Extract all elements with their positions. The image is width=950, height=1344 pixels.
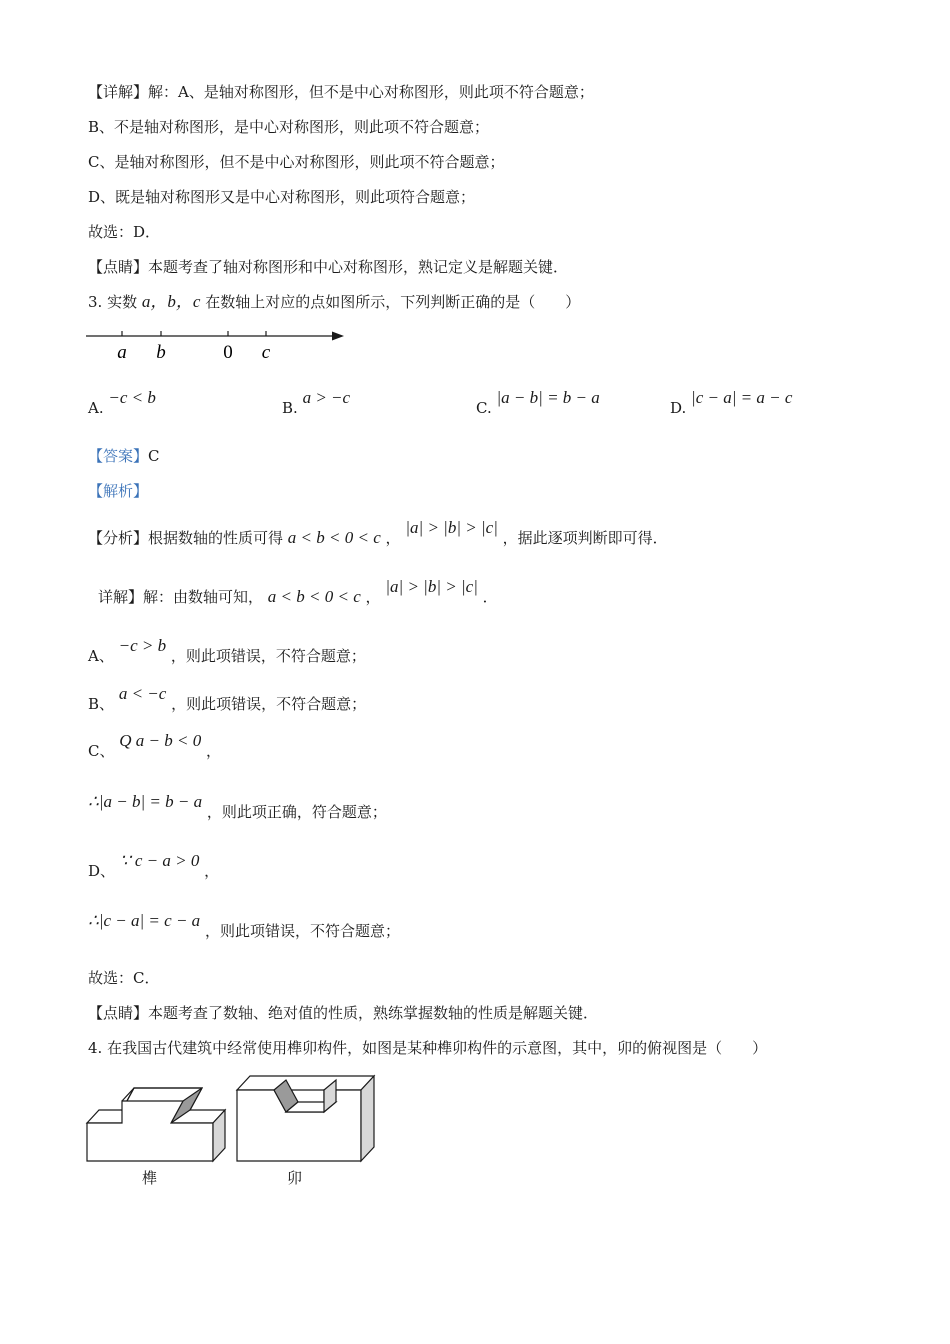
analysis-expression: a < b < 0 < c	[287, 528, 381, 547]
option-b[interactable]	[282, 388, 351, 418]
comment-line: 【点睛】本题考查了轴对称图形和中心对称图形，熟记定义是解题关键．	[88, 258, 569, 276]
solution-line: 【详解】解：A、是轴对称图形，但不是中心对称图形，则此项不符合题意；	[88, 83, 594, 101]
option-d[interactable]	[670, 388, 793, 418]
step-expression: ∴|c − a| = c − a	[88, 911, 201, 930]
option-expression: a > −c	[302, 388, 351, 407]
option-expression: −c < b	[108, 388, 156, 407]
analysis-tag: 【解析】	[88, 482, 149, 500]
solution-line: B、不是轴对称图形，是中心对称图形，则此项不符合题意；	[88, 118, 490, 136]
step-text: ，	[206, 742, 222, 760]
step-c	[88, 731, 222, 761]
analysis-text: ，据此逐项判断即可得．	[502, 529, 668, 547]
detail-separator: ，	[365, 588, 381, 606]
question-stem: 4. 在我国古代建筑中经常使用榫卯构件，如图是某种榫卯构件的示意图，其中，卯的俯视图是（ ）	[88, 1039, 768, 1057]
option-letter: B.	[282, 399, 298, 417]
axis-label-b: b	[156, 342, 166, 363]
analysis-separator: ，	[385, 529, 401, 547]
step-a	[88, 636, 366, 666]
detail-expression: a < b < 0 < c	[267, 587, 361, 606]
step-label: B、	[88, 695, 115, 713]
option-letter: D.	[670, 399, 687, 417]
answer-line	[88, 446, 160, 466]
step-b	[88, 684, 367, 714]
option-a[interactable]	[88, 388, 156, 418]
step-text: ，则此项错误，不符合题意；	[170, 647, 366, 665]
tenon-figure	[84, 1074, 234, 1166]
answer-tag: 【答案】	[88, 447, 149, 465]
analysis-line	[88, 518, 668, 548]
question-number: 3. 实数	[88, 293, 138, 311]
choose-line: 故选：D．	[88, 223, 161, 241]
axis-label-a: a	[117, 342, 127, 363]
analysis-text: 【分析】根据数轴的性质可得	[88, 529, 284, 547]
label-tenon: 榫	[142, 1169, 158, 1187]
axis-label-0: 0	[223, 342, 233, 363]
step-expression: −c > b	[118, 636, 167, 655]
step-label: A、	[88, 647, 114, 665]
step-expression: ∴|a − b| = b − a	[88, 792, 203, 811]
answer-value: C	[148, 447, 160, 465]
step-text: ，则此项错误，不符合题意；	[171, 695, 367, 713]
step-label: D、	[88, 862, 116, 880]
option-letter: C.	[476, 399, 492, 417]
number-line	[86, 326, 356, 366]
comment-line: 【点睛】本题考查了数轴、绝对值的性质，熟练掌握数轴的性质是解题关键．	[88, 1004, 599, 1022]
analysis-expression: |a| > |b| > |c|	[405, 518, 498, 537]
step-expression: Q a − b < 0	[119, 731, 202, 750]
step-label: C、	[88, 742, 115, 760]
step-expression: a < −c	[118, 684, 167, 703]
step-c-conclusion	[88, 792, 387, 822]
detail-text: 详解】解：由数轴可知，	[98, 588, 264, 606]
detail-line	[98, 577, 498, 607]
solution-line: C、是轴对称图形，但不是中心对称图形，则此项不符合题意；	[88, 153, 505, 171]
option-c[interactable]	[476, 388, 600, 418]
stem-variables: a，b，c	[141, 292, 201, 311]
option-expression: |c − a| = a − c	[691, 388, 793, 407]
option-expression: |a − b| = b − a	[496, 388, 600, 407]
step-text: ，则此项错误，不符合题意；	[204, 922, 400, 940]
solution-line: D、既是轴对称图形又是中心对称图形，则此项符合题意；	[88, 188, 476, 206]
detail-expression: |a| > |b| > |c|	[385, 577, 478, 596]
detail-text: ．	[482, 588, 498, 606]
step-text: ，	[204, 862, 220, 880]
axis-label-c: c	[261, 342, 271, 363]
option-letter: A.	[88, 399, 104, 417]
stem-text: 在数轴上对应的点如图所示，下列判断正确的是（ ）	[205, 293, 581, 311]
choose-line: 故选：C．	[88, 969, 160, 987]
question-stem	[88, 292, 580, 312]
step-d	[88, 851, 220, 881]
mortise-figure	[234, 1072, 379, 1166]
label-mortise: 卯	[287, 1169, 303, 1187]
step-text: ，则此项正确，符合题意；	[206, 803, 387, 821]
step-d-conclusion	[88, 911, 400, 941]
step-expression: ∵ c − a > 0	[119, 851, 200, 870]
